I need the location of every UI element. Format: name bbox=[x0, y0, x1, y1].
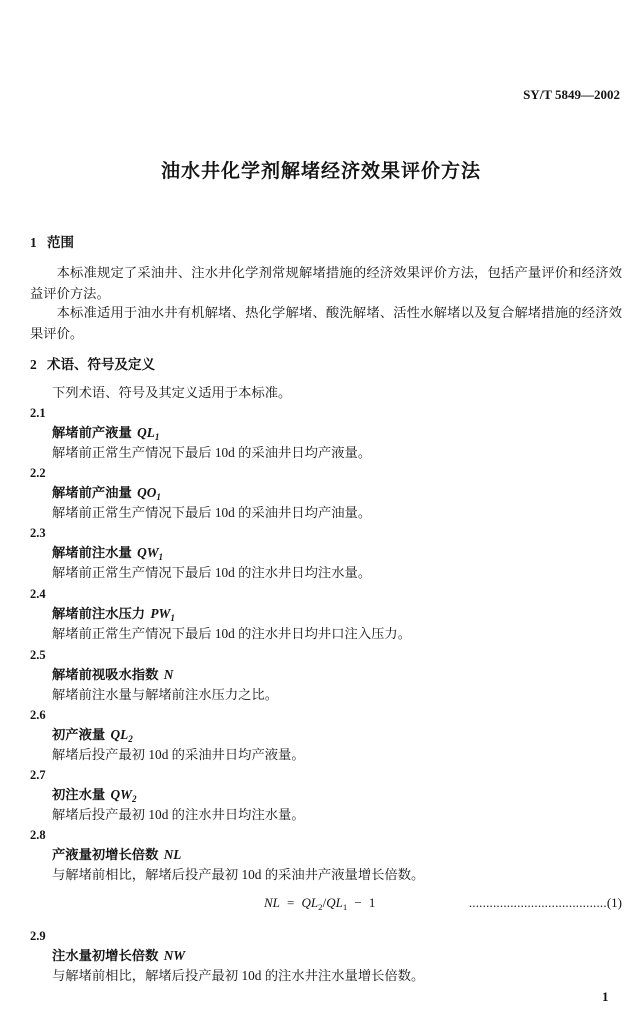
clause-2-8 bbox=[0, 825, 642, 885]
formula-numerator: QL bbox=[301, 895, 319, 910]
minus-sign: − bbox=[354, 895, 362, 910]
formula-lhs: NL bbox=[264, 895, 280, 910]
term-name: 解堵前注水压力 bbox=[52, 606, 146, 621]
symbol-letters: QL bbox=[137, 425, 155, 440]
formula-1 bbox=[0, 893, 642, 913]
section-heading-scope bbox=[30, 233, 590, 253]
section-title: 范围 bbox=[47, 235, 74, 250]
term-definition: 解堵前正常生产情况下最后 10d 的采油井日均产液量。 bbox=[52, 445, 372, 460]
term-name: 解堵前视吸水指数 bbox=[52, 667, 159, 682]
scope-paragraph-1 bbox=[30, 262, 622, 304]
page-number: 1 bbox=[602, 989, 609, 1004]
term-symbol bbox=[164, 847, 182, 862]
section-number: 1 bbox=[30, 235, 37, 250]
clause-2-2 bbox=[0, 463, 642, 523]
term-name: 初产液量 bbox=[52, 727, 106, 742]
clause-number: 2.9 bbox=[30, 929, 46, 943]
symbol-subscript: 2 bbox=[131, 793, 137, 804]
term-name: 注水量初增长倍数 bbox=[52, 948, 159, 963]
denominator-subscript: 1 bbox=[342, 901, 348, 912]
term-symbol bbox=[137, 485, 161, 500]
term-definition: 解堵前正常生产情况下最后 10d 的采油井日均产油量。 bbox=[52, 505, 372, 520]
term-definition: 与解堵前相比，解堵后投产最初 10d 的注水井注水量增长倍数。 bbox=[52, 968, 425, 983]
paragraph-line: 益评价方法。 bbox=[30, 286, 110, 301]
terms-intro: 下列术语、符号及其定义适用于本标准。 bbox=[52, 385, 292, 400]
formula-constant: 1 bbox=[368, 895, 376, 910]
term-title bbox=[0, 725, 642, 745]
symbol-letters: QL bbox=[110, 727, 129, 742]
clause-2-4 bbox=[0, 584, 642, 644]
term-definition: 解堵后投产最初 10d 的注水井日均注水量。 bbox=[52, 807, 305, 822]
term-symbol bbox=[150, 606, 174, 621]
term-definition: 解堵前正常生产情况下最后 10d 的注水井日均注水量。 bbox=[52, 565, 372, 580]
term-symbol bbox=[137, 425, 159, 440]
symbol-subscript: 1 bbox=[156, 491, 161, 502]
symbol-subscript: 1 bbox=[154, 431, 160, 442]
symbol-letters: QW bbox=[110, 787, 132, 802]
symbol-letters: NL bbox=[163, 847, 182, 862]
term-name: 解堵前产油量 bbox=[52, 485, 132, 500]
clause-2-9 bbox=[0, 926, 642, 986]
clause-number: 2.5 bbox=[30, 648, 46, 662]
dot-leader: ........................................ bbox=[468, 895, 607, 910]
term-title bbox=[0, 946, 642, 966]
term-title bbox=[0, 845, 642, 865]
term-symbol bbox=[164, 948, 185, 963]
clause-2-7 bbox=[0, 765, 642, 825]
clause-number: 2.1 bbox=[30, 406, 46, 420]
symbol-subscript: 1 bbox=[158, 551, 164, 562]
term-title bbox=[0, 665, 642, 685]
equation-number-group bbox=[469, 893, 622, 913]
symbol-letters: QW bbox=[137, 545, 159, 560]
division-sign: / bbox=[322, 895, 327, 910]
symbol-letters: N bbox=[163, 667, 174, 682]
section-heading-terms bbox=[30, 355, 590, 375]
paragraph-line: 本标准适用于油水井有机解堵、热化学解堵、酸洗解堵、活性水解堵以及复合解堵措施的经济效 bbox=[56, 305, 622, 320]
clause-number: 2.7 bbox=[30, 768, 46, 782]
symbol-subscript: 2 bbox=[128, 733, 133, 744]
term-title bbox=[0, 483, 642, 503]
term-definition: 与解堵前相比，解堵后投产最初 10d 的采油井产液量增长倍数。 bbox=[52, 867, 425, 882]
term-symbol bbox=[137, 545, 163, 560]
clause-number: 2.2 bbox=[30, 466, 46, 480]
document-title: 油水井化学剂解堵经济效果评价方法 bbox=[160, 161, 481, 182]
symbol-subscript: 1 bbox=[170, 612, 175, 623]
equals-sign: = bbox=[287, 895, 295, 910]
standard-number: SY/T 5849—2002 bbox=[523, 87, 620, 102]
term-definition: 解堵前注水量与解堵前注水压力之比。 bbox=[52, 687, 279, 702]
term-definition: 解堵后投产最初 10d 的采油井日均产液量。 bbox=[52, 747, 305, 762]
clause-number: 2.4 bbox=[30, 587, 46, 601]
symbol-letters: PW bbox=[150, 606, 171, 621]
clause-2-5 bbox=[0, 645, 642, 705]
term-name: 解堵前注水量 bbox=[52, 545, 132, 560]
term-title bbox=[0, 785, 642, 805]
term-title bbox=[0, 543, 642, 563]
scope-paragraph-2 bbox=[30, 302, 622, 344]
clause-number: 2.3 bbox=[30, 526, 46, 540]
paragraph-line: 果评价。 bbox=[30, 326, 84, 341]
section-number: 2 bbox=[30, 357, 37, 372]
term-title bbox=[0, 604, 642, 624]
term-name: 产液量初增长倍数 bbox=[52, 847, 159, 862]
symbol-letters: QO bbox=[137, 485, 157, 500]
formula-denominator: QL bbox=[326, 895, 343, 910]
term-symbol bbox=[111, 787, 137, 802]
section-title: 术语、符号及定义 bbox=[47, 357, 155, 372]
term-symbol bbox=[164, 667, 174, 682]
clause-number: 2.6 bbox=[30, 708, 46, 722]
clause-2-1 bbox=[0, 403, 642, 463]
clause-number: 2.8 bbox=[30, 828, 46, 842]
numerator-subscript: 2 bbox=[318, 901, 323, 912]
equation-number: (1) bbox=[606, 895, 622, 910]
term-definition: 解堵前正常生产情况下最后 10d 的注水井日均井口注入压力。 bbox=[52, 626, 412, 641]
term-name: 解堵前产液量 bbox=[52, 425, 132, 440]
term-title bbox=[0, 423, 642, 443]
formula-expression bbox=[264, 893, 375, 913]
clause-2-6 bbox=[0, 705, 642, 765]
term-name: 初注水量 bbox=[52, 787, 106, 802]
clause-2-3 bbox=[0, 523, 642, 583]
paragraph-line: 本标准规定了采油井、注水井化学剂常规解堵措施的经济效果评价方法，包括产量评价和经济效 bbox=[56, 265, 622, 280]
term-symbol bbox=[111, 727, 133, 742]
symbol-letters: NW bbox=[163, 948, 186, 963]
